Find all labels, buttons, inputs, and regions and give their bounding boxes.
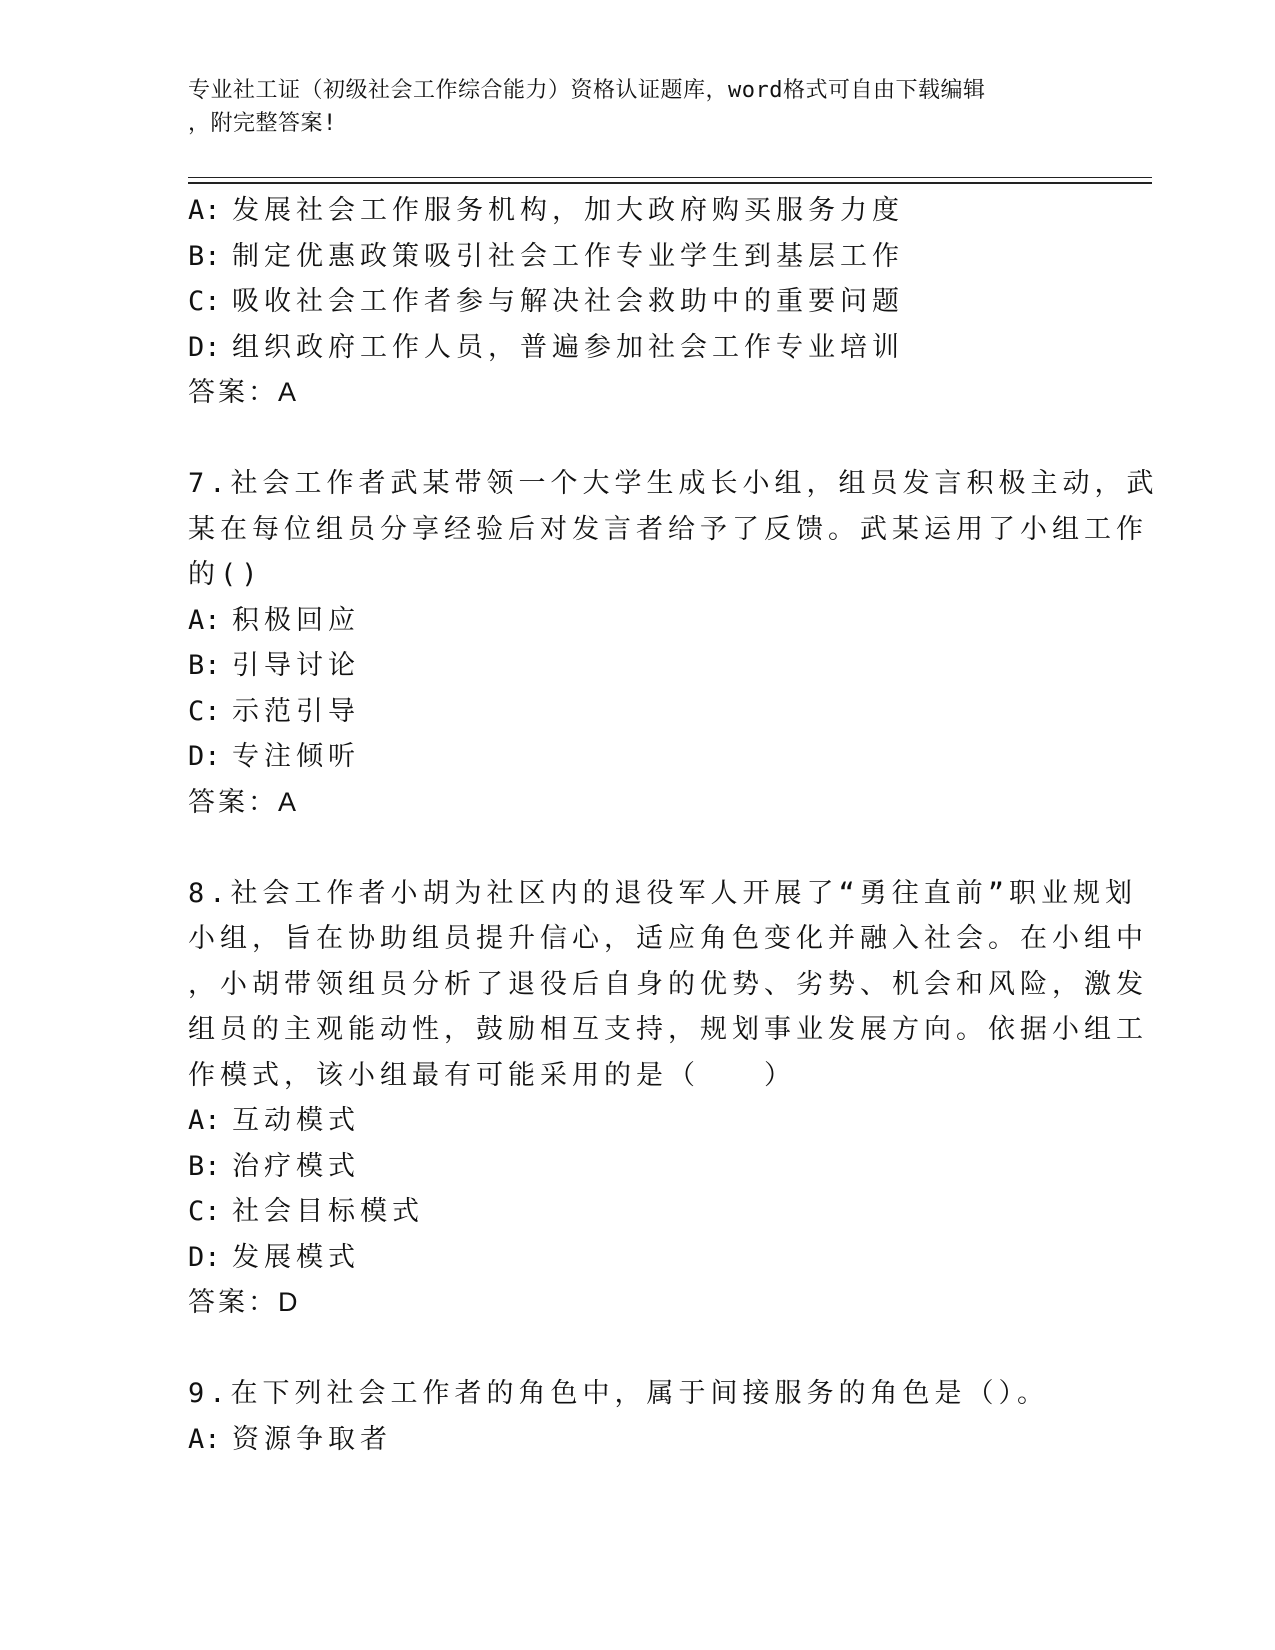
option-letter: B:	[188, 1150, 221, 1182]
question-9	[188, 1371, 1068, 1462]
spacer	[188, 416, 1068, 462]
question-6	[188, 188, 1068, 416]
option-d	[188, 1235, 1068, 1281]
option-d	[188, 734, 1068, 780]
option-letter: C:	[188, 695, 221, 727]
answer-line: 答案：A	[188, 786, 300, 817]
option-a	[188, 1417, 1068, 1463]
option-a	[188, 188, 1068, 234]
spacer	[188, 1326, 1068, 1372]
question-stem-line: ，小胡带领组员分析了退役后自身的优势、劣势、机会和风险，激发	[188, 968, 1148, 1000]
option-c	[188, 279, 1068, 325]
question-stem-line: 7.社会工作者武某带领一个大学生成长小组，组员发言积极主动，武	[188, 468, 1159, 499]
option-letter: B:	[188, 650, 221, 681]
option-b	[188, 234, 1068, 280]
question-stem-line: 9.在下列社会工作者的角色中，属于间接服务的角色是（）。	[188, 1378, 1050, 1409]
spacer	[188, 825, 1068, 871]
question-stem-line: 8.社会工作者小胡为社区内的退役军人开展了“勇往直前”职业规划	[188, 877, 1138, 909]
option-letter: C:	[188, 286, 221, 317]
option-letter: B:	[188, 240, 221, 272]
question-7	[188, 461, 1159, 825]
question-8	[188, 871, 1148, 1326]
question-stem-line: 组员的主观能动性，鼓励相互支持，规划事业发展方向。依据小组工	[188, 1014, 1148, 1045]
option-letter: A:	[188, 1105, 221, 1136]
header-title-line-1: 专业社工证（初级社会工作综合能力）资格认证题库，word格式可自由下载编辑	[188, 78, 986, 103]
option-a	[188, 598, 1068, 644]
option-text: 资源争取者	[232, 1423, 392, 1455]
option-text: 示范引导	[232, 695, 360, 727]
option-letter: D:	[188, 331, 221, 363]
option-text: 发展社会工作服务机构，加大政府购买服务力度	[232, 195, 904, 226]
option-text: 专注倾听	[232, 741, 360, 772]
option-c	[188, 1189, 1068, 1235]
option-text: 吸收社会工作者参与解决社会救助中的重要问题	[232, 286, 904, 317]
option-text: 引导讨论	[232, 650, 360, 681]
question-content	[188, 188, 1159, 1462]
option-text: 治疗模式	[232, 1150, 360, 1182]
option-letter: D:	[188, 1241, 221, 1273]
answer-line: 答案：A	[188, 377, 300, 407]
option-b	[188, 1144, 1068, 1190]
option-letter: C:	[188, 1196, 221, 1227]
option-b	[188, 643, 1068, 689]
option-text: 积极回应	[232, 604, 360, 636]
option-text: 社会目标模式	[232, 1196, 424, 1227]
header-divider	[188, 177, 1152, 184]
option-text: 制定优惠政策吸引社会工作专业学生到基层工作	[232, 240, 904, 272]
question-stem-line: 作模式，该小组最有可能采用的是（ ）	[188, 1059, 796, 1091]
answer-line: 答案：D	[188, 1287, 301, 1317]
question-stem-line: 小组，旨在协助组员提升信心，适应角色变化并融入社会。在小组中	[188, 923, 1148, 954]
option-d	[188, 325, 1068, 371]
question-stem-line: 的()	[188, 559, 263, 590]
header-title-line-2: ，附完整答案!	[188, 111, 337, 136]
option-text: 发展模式	[232, 1241, 360, 1273]
option-text: 组织政府工作人员，普遍参加社会工作专业培训	[232, 331, 904, 363]
option-a	[188, 1098, 1068, 1144]
question-stem-line: 某在每位组员分享经验后对发言者给予了反馈。武某运用了小组工作	[188, 513, 1148, 545]
document-header	[188, 74, 1068, 140]
option-text: 互动模式	[232, 1105, 360, 1136]
option-letter: A:	[188, 1423, 221, 1455]
option-c	[188, 689, 1068, 735]
option-letter: A:	[188, 604, 221, 636]
option-letter: D:	[188, 741, 221, 772]
option-letter: A:	[188, 195, 221, 226]
